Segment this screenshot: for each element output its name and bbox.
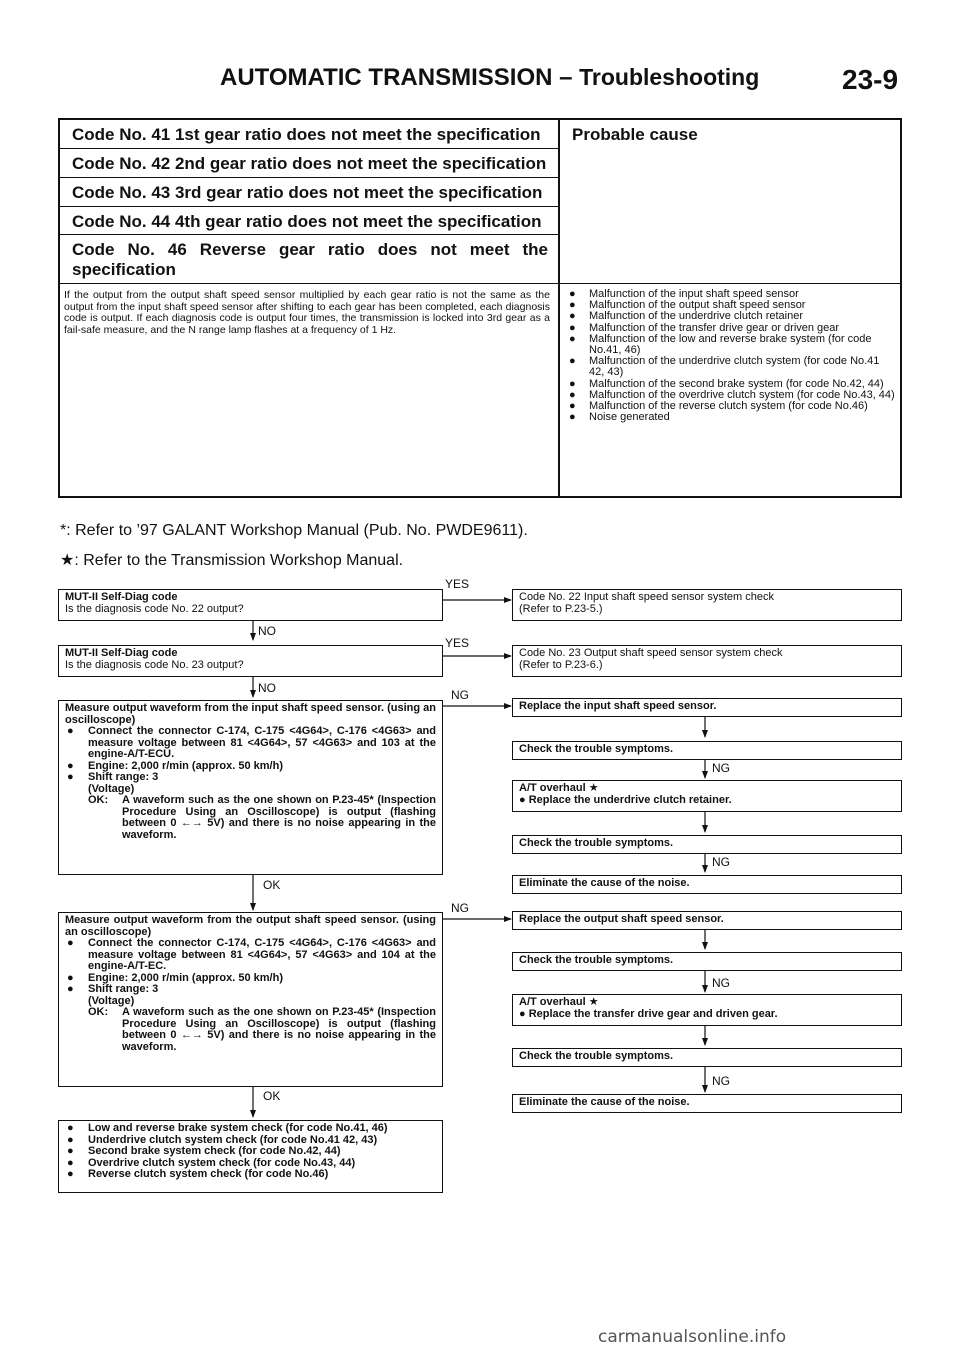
step-item: Shift range: 3 (88, 983, 159, 995)
step-item: Connect the connector C-174, C-175 <4G64>, C-176 <4G63> and measure voltage between 81 <4G64>, 57 <4G63> and 103 at the engine-A/T-ECU. (88, 725, 436, 760)
input-sensor-waveform-box (58, 700, 443, 875)
check-symptoms-box (512, 741, 902, 760)
step-text: Check the trouble symptoms. (519, 837, 674, 849)
cause-text: Malfunction of the overdrive clutch system (for code No.43, 44) (589, 388, 895, 401)
ok-criteria-text: A waveform such as the one shown on P.23-45* (Inspection Procedure Using an Oscilloscope) is output (flashing between 0 ←→ 5V) and there is no noise appearing in the waveform. (122, 1006, 436, 1053)
bullet-icon: ● (569, 388, 576, 401)
bullet-icon: ● (67, 725, 74, 737)
bullet-icon: ● (569, 310, 576, 323)
no-label: NO (258, 624, 276, 638)
check-symptoms-box (512, 835, 902, 854)
cause-text: Malfunction of the transfer drive gear or driven gear (589, 321, 840, 334)
check-item: Second brake system check (for code No.42, 44) (88, 1145, 341, 1157)
bullet-icon: ● (569, 377, 576, 390)
star-icon: ★ (588, 782, 599, 794)
output-sensor-waveform-box (58, 912, 443, 1087)
ok-label: OK (263, 1089, 281, 1103)
overhaul-item: Replace the underdrive clutch retainer. (528, 793, 732, 806)
check-symptoms-box (512, 1048, 902, 1067)
step-title: Measure output waveform from the output shaft speed sensor. (using an oscilloscope) (65, 914, 436, 938)
bullet-icon: ● (519, 793, 526, 806)
step-title: MUT-II Self-Diag code (65, 647, 178, 659)
no-label: NO (258, 681, 276, 695)
check-item: Underdrive clutch system check (for code No.41 42, 43) (88, 1133, 378, 1146)
step-item: Shift range: 3 (88, 771, 159, 783)
overhaul-item: Replace the transfer drive gear and driven gear. (528, 1007, 778, 1020)
ok-label: OK (263, 878, 281, 892)
yes-label: YES (445, 636, 470, 650)
list-item (65, 938, 436, 973)
at-overhaul-box (512, 780, 902, 812)
list-item (65, 1169, 436, 1181)
list-item (65, 772, 436, 784)
check-item: Reverse clutch system check (for code No.46) (88, 1168, 329, 1180)
step-item: Engine: 2,000 r/min (approx. 50 km/h) (88, 971, 283, 984)
bullet-icon: ● (67, 1145, 74, 1157)
bullet-icon: ● (569, 332, 576, 345)
ng-label: NG (712, 976, 730, 990)
bullet-icon: ● (569, 299, 576, 312)
step-question: Is the diagnosis code No. 22 output? (65, 602, 244, 615)
self-diag-code-22-box (58, 589, 443, 621)
eliminate-noise-box (512, 1094, 902, 1113)
ok-criteria-text: A waveform such as the one shown on P.23-45* (Inspection Procedure Using an Oscilloscope) is output (flashing between 0 ←→ 5V) and there is no noise appearing in the waveform. (122, 794, 436, 841)
step-item: Engine: 2,000 r/min (approx. 50 km/h) (88, 759, 283, 772)
step-reference: (Refer to P.23-5.) (519, 602, 603, 615)
code-23-check-box (512, 645, 902, 677)
ng-label: NG (712, 1074, 730, 1088)
check-item: Low and reverse brake system check (for code No.41, 46) (88, 1122, 388, 1134)
step-text: Code No. 22 Input shaft speed sensor system check (519, 591, 774, 603)
cause-text: Malfunction of the second brake system (for code No.42, 44) (589, 377, 884, 390)
step-title: Measure output waveform from the input shaft speed sensor. (using an oscilloscope) (65, 702, 436, 726)
step-text: Check the trouble symptoms. (519, 954, 674, 966)
replace-output-sensor-box (512, 911, 902, 930)
overhaul-title: A/T overhaul (519, 996, 586, 1008)
eliminate-noise-box (512, 875, 902, 894)
bullet-icon: ● (519, 1007, 526, 1020)
bullet-icon: ● (67, 771, 74, 783)
bullet-icon: ● (569, 411, 576, 424)
cause-text: Malfunction of the underdrive clutch system (for code No.41 42, 43) (589, 355, 880, 379)
yes-label: YES (445, 577, 470, 591)
cause-text: Malfunction of the low and reverse brake system (for code No.41, 46) (589, 332, 872, 357)
header-dash: – (552, 64, 580, 91)
step-text: Check the trouble symptoms. (519, 743, 674, 755)
replace-input-sensor-box (512, 698, 902, 717)
bullet-icon: ● (67, 983, 74, 995)
bullet-icon: ● (569, 321, 576, 334)
page-number: 23-9 (842, 64, 899, 95)
cause-text: Malfunction of the underdrive clutch retainer (589, 310, 804, 323)
ng-label: NG (712, 761, 730, 775)
ng-label: NG (712, 855, 730, 869)
system-checks-box (58, 1120, 443, 1193)
step-reference: (Refer to P.23-6.) (519, 658, 603, 671)
bullet-icon: ● (67, 971, 74, 984)
voltage-label: (Voltage) (88, 994, 135, 1007)
list-item (65, 984, 436, 996)
code-46-title: Code No. 46 Reverse gear ratio does not meet the specification (72, 240, 548, 279)
bullet-icon: ● (67, 937, 74, 949)
cause-text: Malfunction of the input shaft speed sensor (589, 288, 799, 300)
footnote-transmission-manual: ★: Refer to the Transmission Workshop Manual. (60, 552, 404, 569)
bullet-icon: ● (569, 355, 576, 368)
step-text: Code No. 23 Output shaft speed sensor system check (519, 647, 783, 659)
bullet-icon: ● (67, 759, 74, 772)
probable-cause-header: Probable cause (572, 125, 698, 144)
code-42-title: Code No. 42 2nd gear ratio does not meet the specification (72, 154, 547, 173)
list-item (65, 726, 436, 761)
bullet-icon: ● (67, 1156, 74, 1169)
ok-criteria (65, 1007, 436, 1053)
step-text: Eliminate the cause of the noise. (519, 1096, 690, 1108)
bullet-icon: ● (569, 400, 576, 413)
step-text: Replace the input shaft speed sensor. (519, 700, 717, 712)
at-overhaul-box (512, 994, 902, 1026)
header-main-title: AUTOMATIC TRANSMISSION (220, 64, 553, 91)
cause-text: Malfunction of the output shaft speed sensor (589, 299, 806, 312)
step-text: Eliminate the cause of the noise. (519, 877, 690, 889)
code-44-title: Code No. 44 4th gear ratio does not meet the specification (72, 212, 542, 231)
ok-criteria (65, 795, 436, 841)
code-22-check-box (512, 589, 902, 621)
step-question: Is the diagnosis code No. 23 output? (65, 658, 244, 671)
self-diag-code-23-box (58, 645, 443, 677)
step-title: MUT-II Self-Diag code (65, 591, 178, 603)
watermark: carmanualsonline.info (598, 1327, 787, 1347)
ok-criteria-label: OK: (88, 794, 109, 806)
overhaul-title: A/T overhaul (519, 782, 586, 794)
step-text: Check the trouble symptoms. (519, 1050, 674, 1062)
bullet-icon: ● (67, 1133, 74, 1146)
bullet-icon: ● (67, 1168, 74, 1180)
code-description: If the output from the output shaft speed sensor multiplied by each gear ratio is not the same as the output from the input shaft speed sensor after shifting to each gear has been completed, each diagnosis code is output. If each diagnosis code is output four times, the transmission is locked into 3rd gear as a fail-safe measure, and the N range lamp flashes at a frequency of 1 Hz. (64, 289, 550, 336)
code-41-title: Code No. 41 1st gear ratio does not meet the specification (72, 125, 541, 144)
bullet-icon: ● (67, 1122, 74, 1134)
cause-text: Malfunction of the reverse clutch system (for code No.46) (589, 400, 868, 413)
star-icon: ★ (588, 996, 599, 1008)
code-43-title: Code No. 43 3rd gear ratio does not meet the specification (72, 183, 543, 202)
check-item: Overdrive clutch system check (for code No.43, 44) (88, 1156, 356, 1169)
header-subtitle: Troubleshooting (579, 64, 760, 90)
footnote-workshop-manual: *: Refer to ’97 GALANT Workshop Manual (Pub. No. PWDE9611). (60, 522, 528, 539)
cause-text: Noise generated (589, 411, 670, 424)
ng-label: NG (451, 901, 469, 915)
step-item: Connect the connector C-174, C-175 <4G64>, C-176 <4G63> and measure voltage between 81 <4G64>, 57 <4G63> and 104 at the engine-A/T-EC. (88, 937, 436, 972)
ng-label: NG (451, 688, 469, 702)
bullet-icon: ● (569, 288, 576, 300)
voltage-label: (Voltage) (88, 782, 135, 795)
step-text: Replace the output shaft speed sensor. (519, 913, 724, 925)
ok-criteria-label: OK: (88, 1006, 109, 1018)
check-symptoms-box (512, 952, 902, 971)
